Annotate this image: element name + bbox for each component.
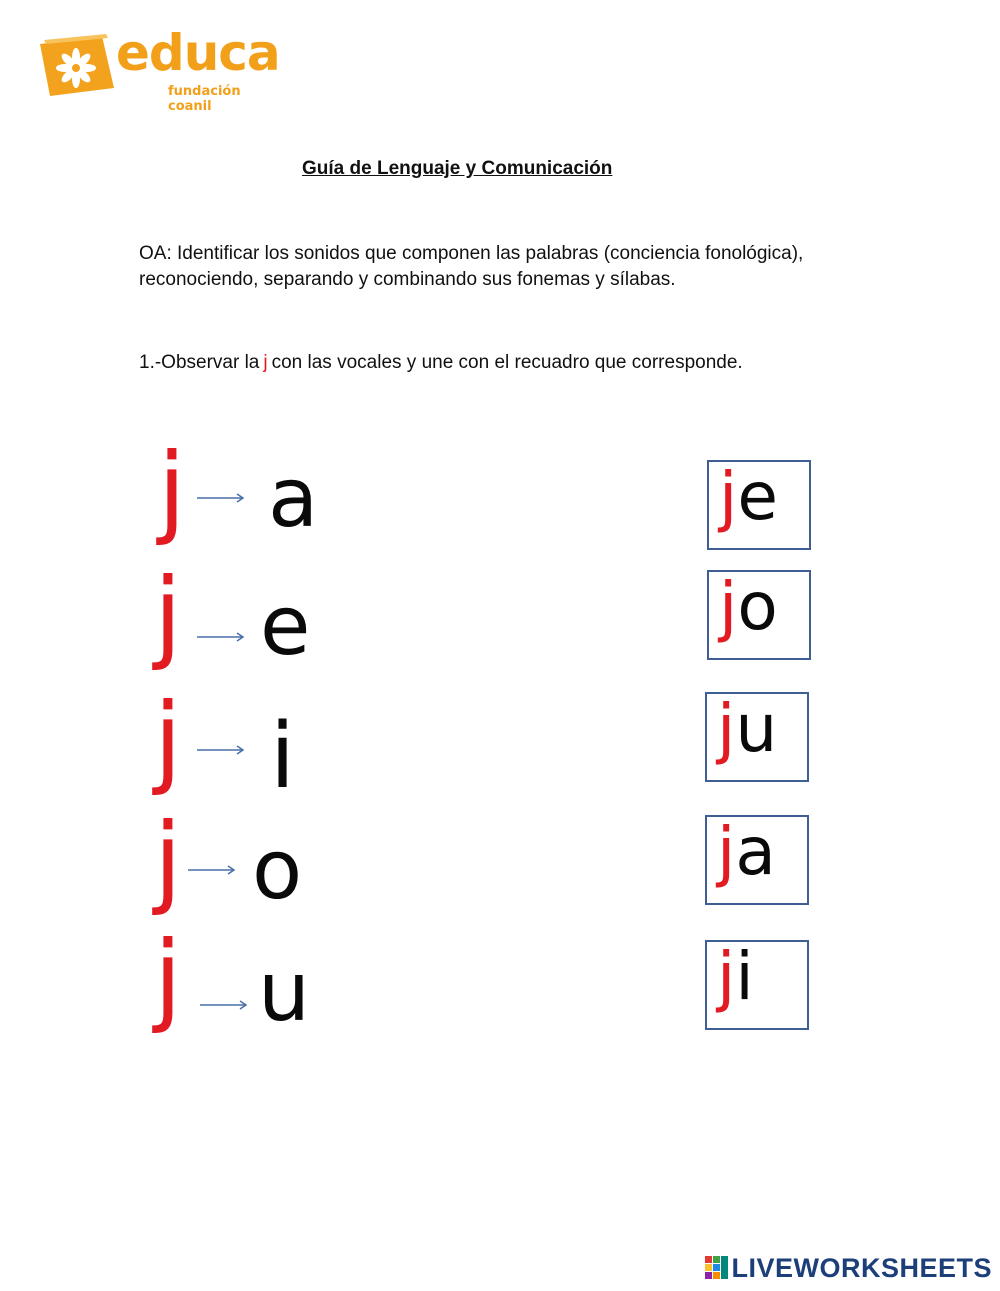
logo-sub-text: fundación coanil [168, 84, 241, 114]
syllable-box[interactable] [705, 815, 809, 905]
liveworksheets-logo [705, 1253, 992, 1283]
objective-text: OA: Identificar los sonidos que componen las palabras (conciencia fonológica), reconociendo, separando y combinando sus fonemas y sílabas. [139, 243, 804, 290]
left-consonant: j [154, 919, 182, 1036]
left-consonant: j [154, 801, 182, 918]
left-consonant: j [154, 681, 182, 798]
arrow-icon [197, 492, 247, 504]
box-vowel: u [735, 692, 778, 767]
instruction-after: con las vocales y une con el recuadro que corresponde. [271, 352, 743, 373]
left-consonant: j [154, 556, 182, 673]
box-consonant: j [719, 460, 738, 535]
book-flower-icon [36, 34, 118, 98]
left-vowel: i [270, 704, 296, 809]
box-vowel: e [737, 460, 778, 535]
left-vowel: o [252, 823, 303, 918]
arrow-icon [197, 744, 247, 756]
left-consonant: j [158, 431, 186, 548]
syllable-box[interactable] [705, 940, 809, 1030]
left-vowel: e [260, 579, 311, 674]
liveworksheets-text: LIVEWORKSHEETS [731, 1252, 992, 1283]
box-vowel: o [737, 570, 778, 645]
instruction-text [139, 352, 743, 374]
box-vowel: i [735, 940, 754, 1015]
lwk-blocks-icon [705, 1256, 729, 1280]
arrow-icon [197, 631, 247, 643]
syllable-box[interactable] [707, 570, 811, 660]
instruction-before: 1.-Observar la [139, 352, 260, 373]
left-vowel: u [258, 945, 310, 1040]
box-vowel: a [735, 815, 776, 890]
educa-logo [36, 24, 286, 114]
box-consonant: j [717, 940, 736, 1015]
logo-brand-text: educa [116, 24, 280, 82]
arrow-icon [200, 999, 250, 1011]
box-consonant: j [717, 692, 736, 767]
arrow-icon [188, 864, 238, 876]
box-consonant: j [719, 570, 738, 645]
instruction-letter: j [263, 352, 268, 373]
box-consonant: j [717, 815, 736, 890]
page-title: Guía de Lenguaje y Comunicación [302, 158, 613, 179]
syllable-box[interactable] [705, 692, 809, 782]
left-vowel: a [268, 451, 319, 546]
syllable-box[interactable] [707, 460, 811, 550]
